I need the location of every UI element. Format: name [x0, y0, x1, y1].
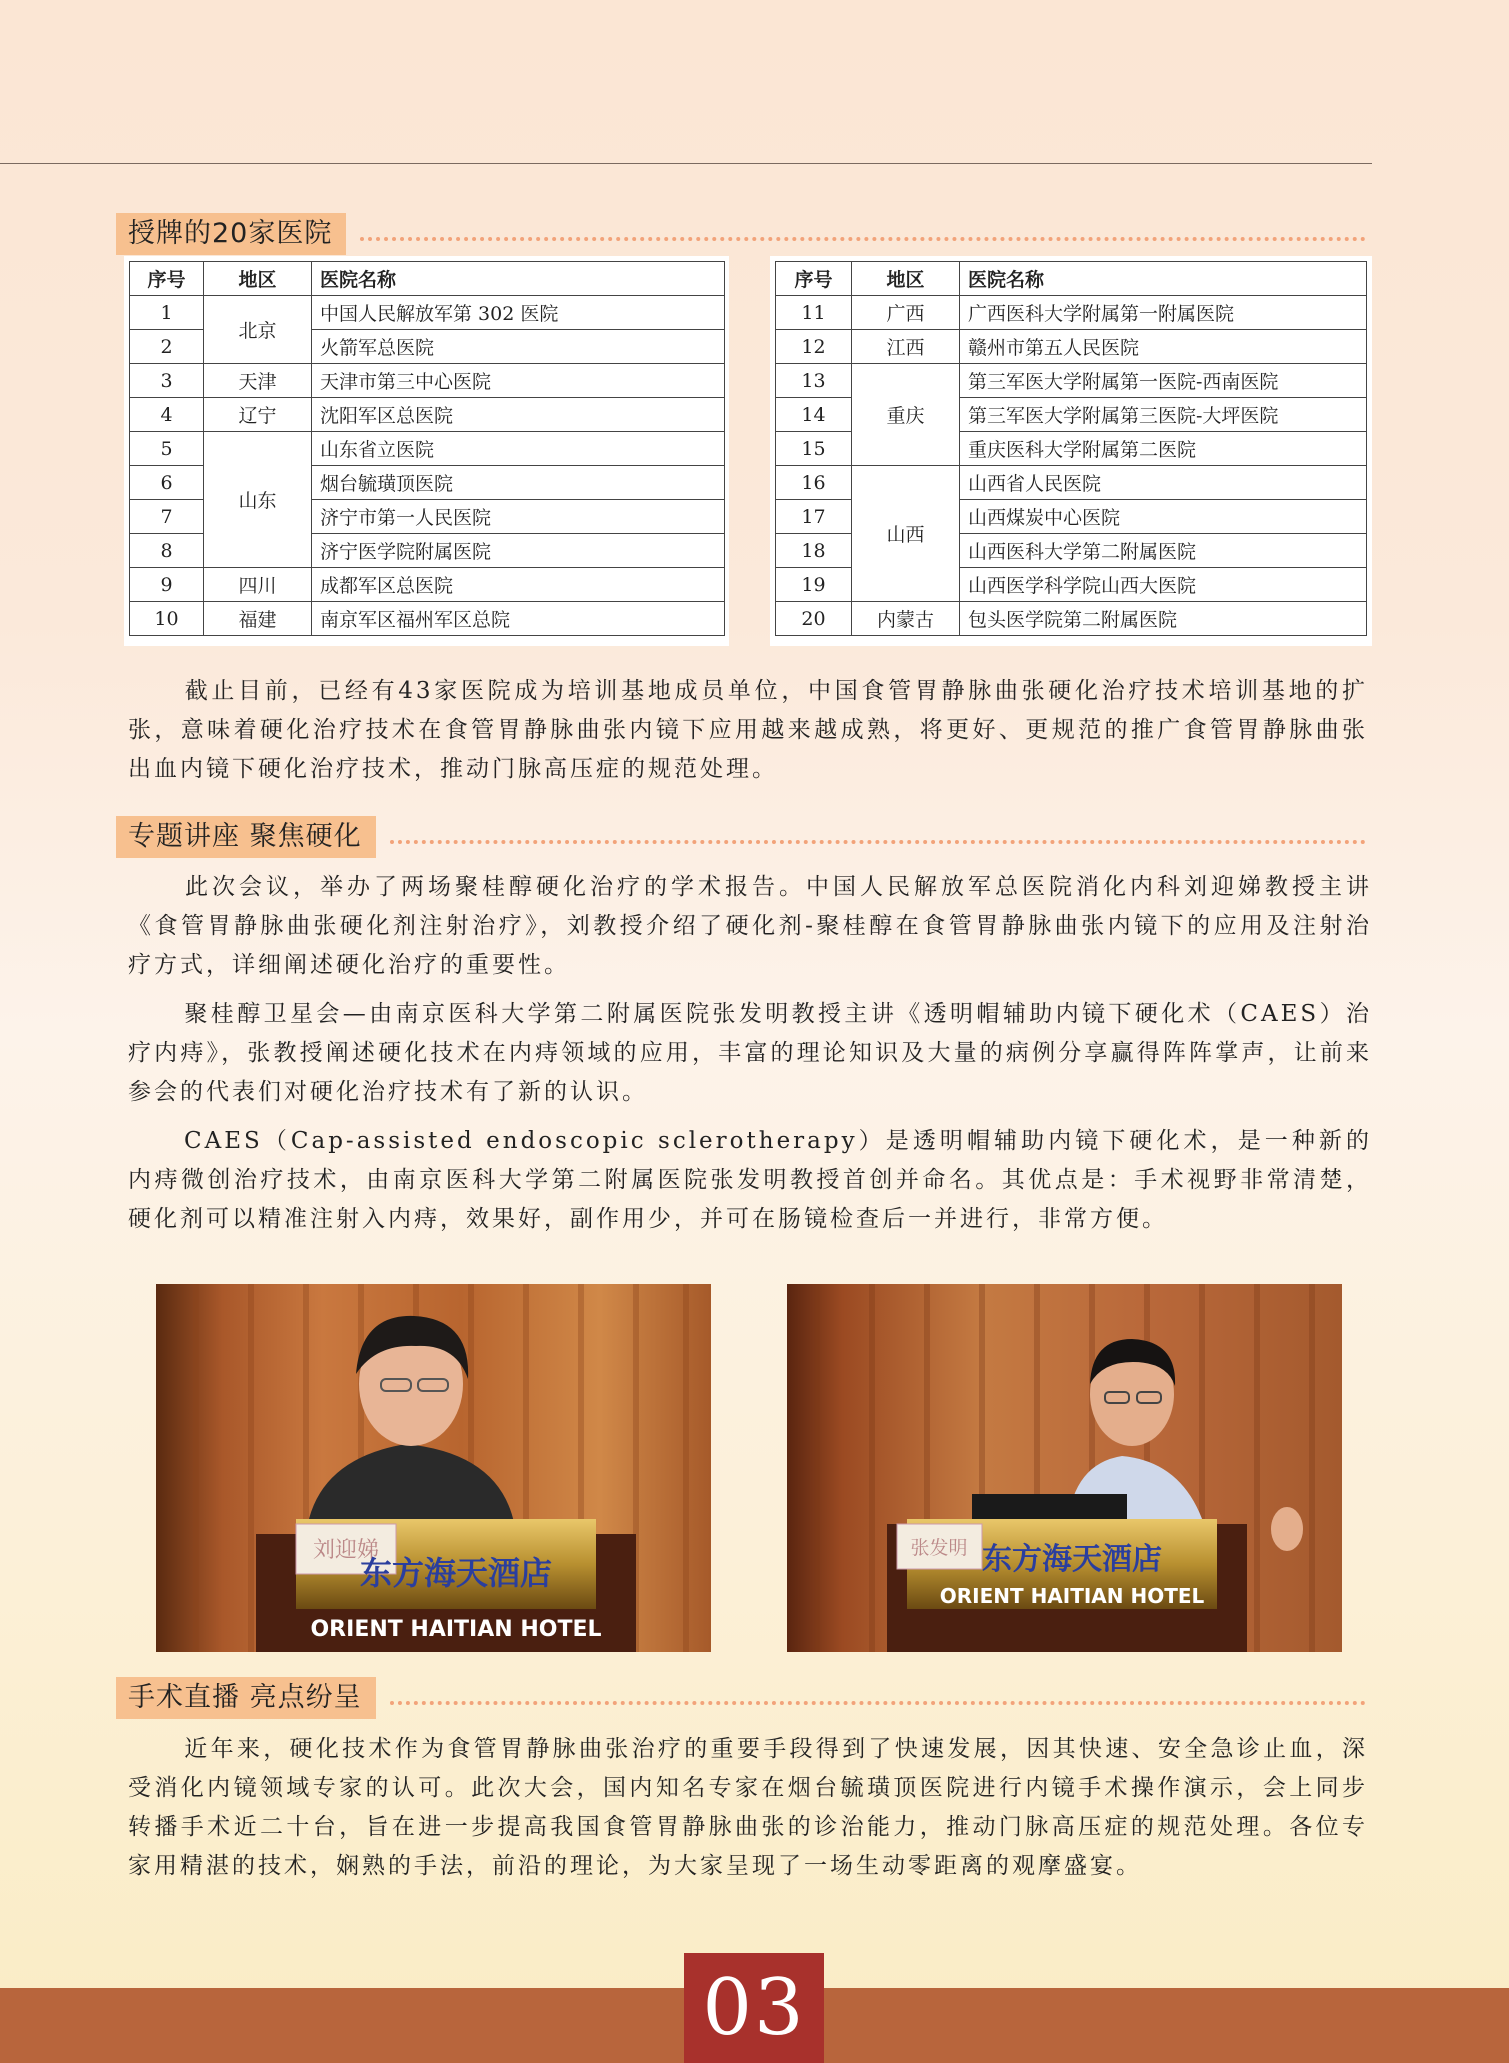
- cell-no: 12: [776, 330, 852, 364]
- table-row: [130, 602, 725, 636]
- cell-hospital: 赣州市第五人民医院: [960, 330, 1367, 364]
- cell-no: 7: [130, 500, 204, 534]
- cell-region: 四川: [204, 568, 312, 602]
- cell-region: 山西: [852, 466, 960, 602]
- cell-region: 山东: [204, 432, 312, 568]
- column-header: 地区: [204, 262, 312, 296]
- cell-no: 5: [130, 432, 204, 466]
- cell-hospital: 山东省立医院: [312, 432, 725, 466]
- podium-chinese-text: 东方海天酒店: [982, 1542, 1162, 1577]
- section-header-hospitals: [116, 213, 1366, 255]
- dotted-divider: [390, 1701, 1366, 1705]
- page-number-box: [684, 1953, 824, 2063]
- cell-hospital: 山西煤炭中心医院: [960, 500, 1367, 534]
- paragraph-text: 截止目前，已经有43家医院成为培训基地成员单位，中国食管胃静脉曲张硬化治疗技术培训基地的扩张，意味着硬化治疗技术在食管胃静脉曲张内镜下应用越来越成熟，将更好、更规范的推广食管胃静脉曲张出血内镜下硬化治疗技术，推动门脉高压症的规范处理。: [128, 678, 1368, 782]
- cell-hospital: 重庆医科大学附属第二医院: [960, 432, 1367, 466]
- cell-no: 9: [130, 568, 204, 602]
- table-row: [130, 568, 725, 602]
- photo-speaker-zhang: [787, 1284, 1342, 1652]
- nameplate-text: 刘迎娣: [312, 1538, 380, 1563]
- paragraph-lecture-1: [128, 868, 1372, 985]
- cell-hospital: 山西医科大学第二附属医院: [960, 534, 1367, 568]
- cell-no: 8: [130, 534, 204, 568]
- cell-hospital: 山西省人民医院: [960, 466, 1367, 500]
- cell-region: 北京: [204, 296, 312, 364]
- paragraph-live-surgery: [128, 1730, 1368, 1886]
- dotted-divider: [360, 237, 1366, 241]
- cell-hospital: 沈阳军区总医院: [312, 398, 725, 432]
- column-header: 序号: [130, 262, 204, 296]
- table-row: [776, 602, 1367, 636]
- cell-hospital: 火箭军总医院: [312, 330, 725, 364]
- cell-region: 内蒙古: [852, 602, 960, 636]
- cell-region: 广西: [852, 296, 960, 330]
- cell-no: 6: [130, 466, 204, 500]
- column-header: 医院名称: [312, 262, 725, 296]
- paragraph-caes: [128, 1122, 1372, 1239]
- cell-no: 2: [130, 330, 204, 364]
- cell-no: 18: [776, 534, 852, 568]
- section-title: 授牌的20家医院: [116, 213, 346, 255]
- cell-hospital: 第三军医大学附属第一医院-西南医院: [960, 364, 1367, 398]
- paragraph-lecture-2: [128, 995, 1372, 1112]
- paragraph-text: 近年来，硬化技术作为食管胃静脉曲张治疗的重要手段得到了快速发展，因其快速、安全急诊止血，深受消化内镜领域专家的认可。此次大会，国内知名专家在烟台毓璜顶医院进行内镜手术操作演示，会上同步转播手术近二十台，旨在进一步提高我国食管胃静脉曲张的诊治能力，推动门脉高压症的规范处理。各位专家用精湛的技术，娴熟的手法，前沿的理论，为大家呈现了一场生动零距离的观摩盛宴。: [128, 1736, 1368, 1879]
- cell-hospital: 山西医学科学院山西大医院: [960, 568, 1367, 602]
- table-row: [776, 466, 1367, 500]
- table-row: [776, 364, 1367, 398]
- table-row: [130, 364, 725, 398]
- top-rule: [0, 163, 1372, 164]
- cell-hospital: 济宁医学院附属医院: [312, 534, 725, 568]
- cell-hospital: 烟台毓璜顶医院: [312, 466, 725, 500]
- table-header-row: [776, 262, 1367, 296]
- nameplate-text: 张发明: [910, 1537, 968, 1559]
- paragraph-text: CAES（Cap-assisted endoscopic sclerotherapy）是透明帽辅助内镜下硬化术，是一种新的内痔微创治疗技术，由南京医科大学第二附属医院张发明教授首创并命名。其优点是：手术视野非常清楚，硬化剂可以精准注射入内痔，效果好，副作用少，并可在肠镜检查后一并进行，非常方便。: [128, 1128, 1372, 1232]
- cell-hospital: 广西医科大学附属第一附属医院: [960, 296, 1367, 330]
- cell-hospital: 第三军医大学附属第三医院-大坪医院: [960, 398, 1367, 432]
- cell-no: 4: [130, 398, 204, 432]
- cell-hospital: 南京军区福州军区总院: [312, 602, 725, 636]
- paragraph-training-base: [128, 672, 1368, 789]
- cell-no: 16: [776, 466, 852, 500]
- cell-hospital: 中国人民解放军第 302 医院: [312, 296, 725, 330]
- table-row: [130, 398, 725, 432]
- cell-no: 15: [776, 432, 852, 466]
- column-header: 医院名称: [960, 262, 1367, 296]
- cell-region: 辽宁: [204, 398, 312, 432]
- table-row: [130, 296, 725, 330]
- podium-english-text: ORIENT HAITIAN HOTEL: [939, 1584, 1205, 1608]
- cell-no: 14: [776, 398, 852, 432]
- cell-no: 17: [776, 500, 852, 534]
- cell-no: 1: [130, 296, 204, 330]
- table-row: [130, 432, 725, 466]
- column-header: 地区: [852, 262, 960, 296]
- paragraph-text: 聚桂醇卫星会—由南京医科大学第二附属医院张发明教授主讲《透明帽辅助内镜下硬化术（CAES）治疗内痔》，张教授阐述硬化技术在内痔领域的应用，丰富的理论知识及大量的病例分享赢得阵阵掌声，让前来参会的代表们对硬化治疗技术有了新的认识。: [128, 1001, 1372, 1105]
- section-header-live-surgery: [116, 1677, 1366, 1719]
- cell-no: 19: [776, 568, 852, 602]
- paragraph-text: 此次会议，举办了两场聚桂醇硬化治疗的学术报告。中国人民解放军总医院消化内科刘迎娣教授主讲《食管胃静脉曲张硬化剂注射治疗》，刘教授介绍了硬化剂-聚桂醇在食管胃静脉曲张内镜下的应用及注射治疗方式，详细阐述硬化治疗的重要性。: [128, 874, 1372, 978]
- cell-region: 江西: [852, 330, 960, 364]
- table-row: [776, 296, 1367, 330]
- cell-no: 13: [776, 364, 852, 398]
- cell-hospital: 包头医学院第二附属医院: [960, 602, 1367, 636]
- hospital-table-right: [775, 261, 1367, 636]
- table-header-row: [130, 262, 725, 296]
- cell-no: 20: [776, 602, 852, 636]
- cell-no: 10: [130, 602, 204, 636]
- cell-region: 天津: [204, 364, 312, 398]
- photo-speaker-liu: [156, 1284, 711, 1652]
- section-title: 手术直播 亮点纷呈: [116, 1677, 376, 1719]
- cell-hospital: 成都军区总医院: [312, 568, 725, 602]
- column-header: 序号: [776, 262, 852, 296]
- cell-region: 重庆: [852, 364, 960, 466]
- section-title: 专题讲座 聚焦硬化: [116, 816, 376, 858]
- cell-region: 福建: [204, 602, 312, 636]
- cell-no: 11: [776, 296, 852, 330]
- podium-chinese-text: 东方海天酒店: [359, 1554, 553, 1592]
- table-row: [776, 330, 1367, 364]
- dotted-divider: [390, 840, 1366, 844]
- hospital-table-left: [129, 261, 725, 636]
- cell-no: 3: [130, 364, 204, 398]
- cell-hospital: 天津市第三中心医院: [312, 364, 725, 398]
- page-number: 03: [702, 1963, 806, 2053]
- section-header-lectures: [116, 816, 1366, 858]
- cell-hospital: 济宁市第一人民医院: [312, 500, 725, 534]
- podium-english-text: ORIENT HAITIAN HOTEL: [310, 1617, 602, 1642]
